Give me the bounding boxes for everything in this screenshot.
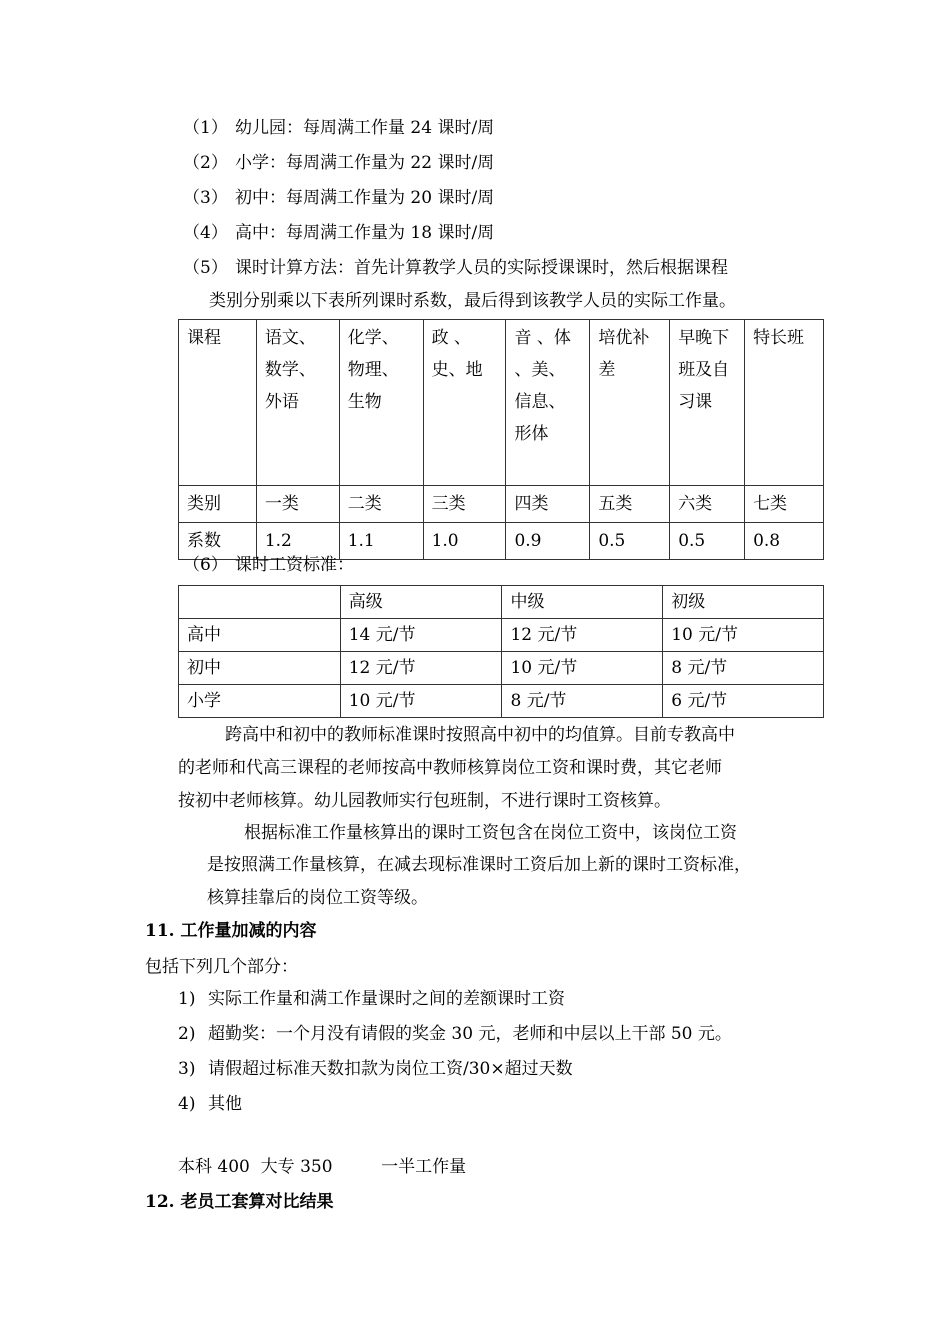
table-cell: 小学 <box>179 685 341 718</box>
table-cell: 1.0 <box>423 523 506 560</box>
section-heading: 12. 老员工套算对比结果 <box>145 1192 334 1212</box>
list-item: 1) 实际工作量和满工作量课时之间的差额课时工资 <box>178 989 565 1009</box>
list-item: （4） 高中：每周满工作量为 18 课时/周 <box>183 223 495 243</box>
table-row <box>179 619 824 652</box>
paragraph-line: 是按照满工作量核算，在减去现标准课时工资后加上新的课时工资标准， <box>207 855 751 875</box>
table-cell: 8 元/节 <box>502 685 663 718</box>
table-cell: 中级 <box>502 586 663 619</box>
wage-table <box>178 585 824 718</box>
table-cell: 1.2 <box>256 523 339 560</box>
coefficient-table <box>178 319 824 560</box>
table-cell: 6 元/节 <box>663 685 824 718</box>
table-cell: 课程 <box>179 320 257 486</box>
list-item: （1） 幼儿园：每周满工作量 24 课时/周 <box>183 118 495 138</box>
table-row <box>179 685 824 718</box>
paragraph-line: 核算挂靠后的岗位工资等级。 <box>207 888 428 908</box>
list-item: （2） 小学：每周满工作量为 22 课时/周 <box>183 153 495 173</box>
table-row <box>179 486 824 523</box>
table-cell: 14 元/节 <box>340 619 502 652</box>
table-cell: 0.5 <box>590 523 670 560</box>
table-cell: 0.5 <box>670 523 745 560</box>
table-row <box>179 586 824 619</box>
table-cell: 10 元/节 <box>502 652 663 685</box>
table-cell: 特长班 <box>745 320 824 486</box>
table-cell: 0.8 <box>745 523 824 560</box>
table-cell: 10 元/节 <box>340 685 502 718</box>
table-cell: 1.1 <box>339 523 423 560</box>
table-cell: 二类 <box>339 486 423 523</box>
table-cell: 高级 <box>340 586 502 619</box>
table-cell: 系数 <box>179 523 257 560</box>
table-cell: 培优补差 <box>590 320 670 486</box>
table-cell: 早晚下班及自习课 <box>670 320 745 486</box>
paragraph-line: 跨高中和初中的教师标准课时按照高中初中的均值算。目前专教高中 <box>225 725 735 745</box>
table-cell: 三类 <box>423 486 506 523</box>
list-item: （6） 课时工资标准： <box>183 555 354 575</box>
paragraph-line: 的老师和代高三课程的老师按高中教师核算岗位工资和课时费，其它老师 <box>178 758 722 778</box>
table-row <box>179 320 824 486</box>
list-item-continuation: 类别分别乘以下表所列课时系数，最后得到该教学人员的实际工作量。 <box>209 291 736 311</box>
table-cell: 高中 <box>179 619 341 652</box>
table-cell: 8 元/节 <box>663 652 824 685</box>
table-cell: 0.9 <box>506 523 590 560</box>
list-item: 3) 请假超过标准天数扣款为岗位工资/30×超过天数 <box>178 1059 573 1079</box>
table-row <box>179 652 824 685</box>
table-cell: 五类 <box>590 486 670 523</box>
table-cell: 音 、体 、美、信息、形体 <box>506 320 590 486</box>
list-item: 2) 超勤奖：一个月没有请假的奖金 30 元，老师和中层以上干部 50 元。 <box>178 1024 732 1044</box>
paragraph-line: 根据标准工作量核算出的课时工资包含在岗位工资中，该岗位工资 <box>244 823 737 843</box>
table-cell: 12 元/节 <box>340 652 502 685</box>
section-intro: 包括下列几个部分： <box>145 957 298 977</box>
table-cell: 六类 <box>670 486 745 523</box>
list-item: （5） 课时计算方法：首先计算教学人员的实际授课课时，然后根据课程 <box>183 258 728 278</box>
list-item: 4) 其他 <box>178 1094 242 1114</box>
table-cell: 化学、物理、生物 <box>339 320 423 486</box>
table-cell <box>179 586 341 619</box>
list-item: （3） 初中：每周满工作量为 20 课时/周 <box>183 188 495 208</box>
table-cell: 类别 <box>179 486 257 523</box>
note-line: 本科 400 大专 350 一半工作量 <box>178 1157 467 1177</box>
table-cell: 初级 <box>663 586 824 619</box>
table-cell: 10 元/节 <box>663 619 824 652</box>
table-cell: 12 元/节 <box>502 619 663 652</box>
paragraph-line: 按初中老师核算。幼儿园教师实行包班制，不进行课时工资核算。 <box>178 791 671 811</box>
section-heading: 11. 工作量加减的内容 <box>145 921 317 941</box>
table-cell: 四类 <box>506 486 590 523</box>
table-cell: 一类 <box>256 486 339 523</box>
table-cell: 七类 <box>745 486 824 523</box>
table-cell: 初中 <box>179 652 341 685</box>
table-cell: 政 、史、地 <box>423 320 506 486</box>
table-cell: 语文、数学、外语 <box>256 320 339 486</box>
